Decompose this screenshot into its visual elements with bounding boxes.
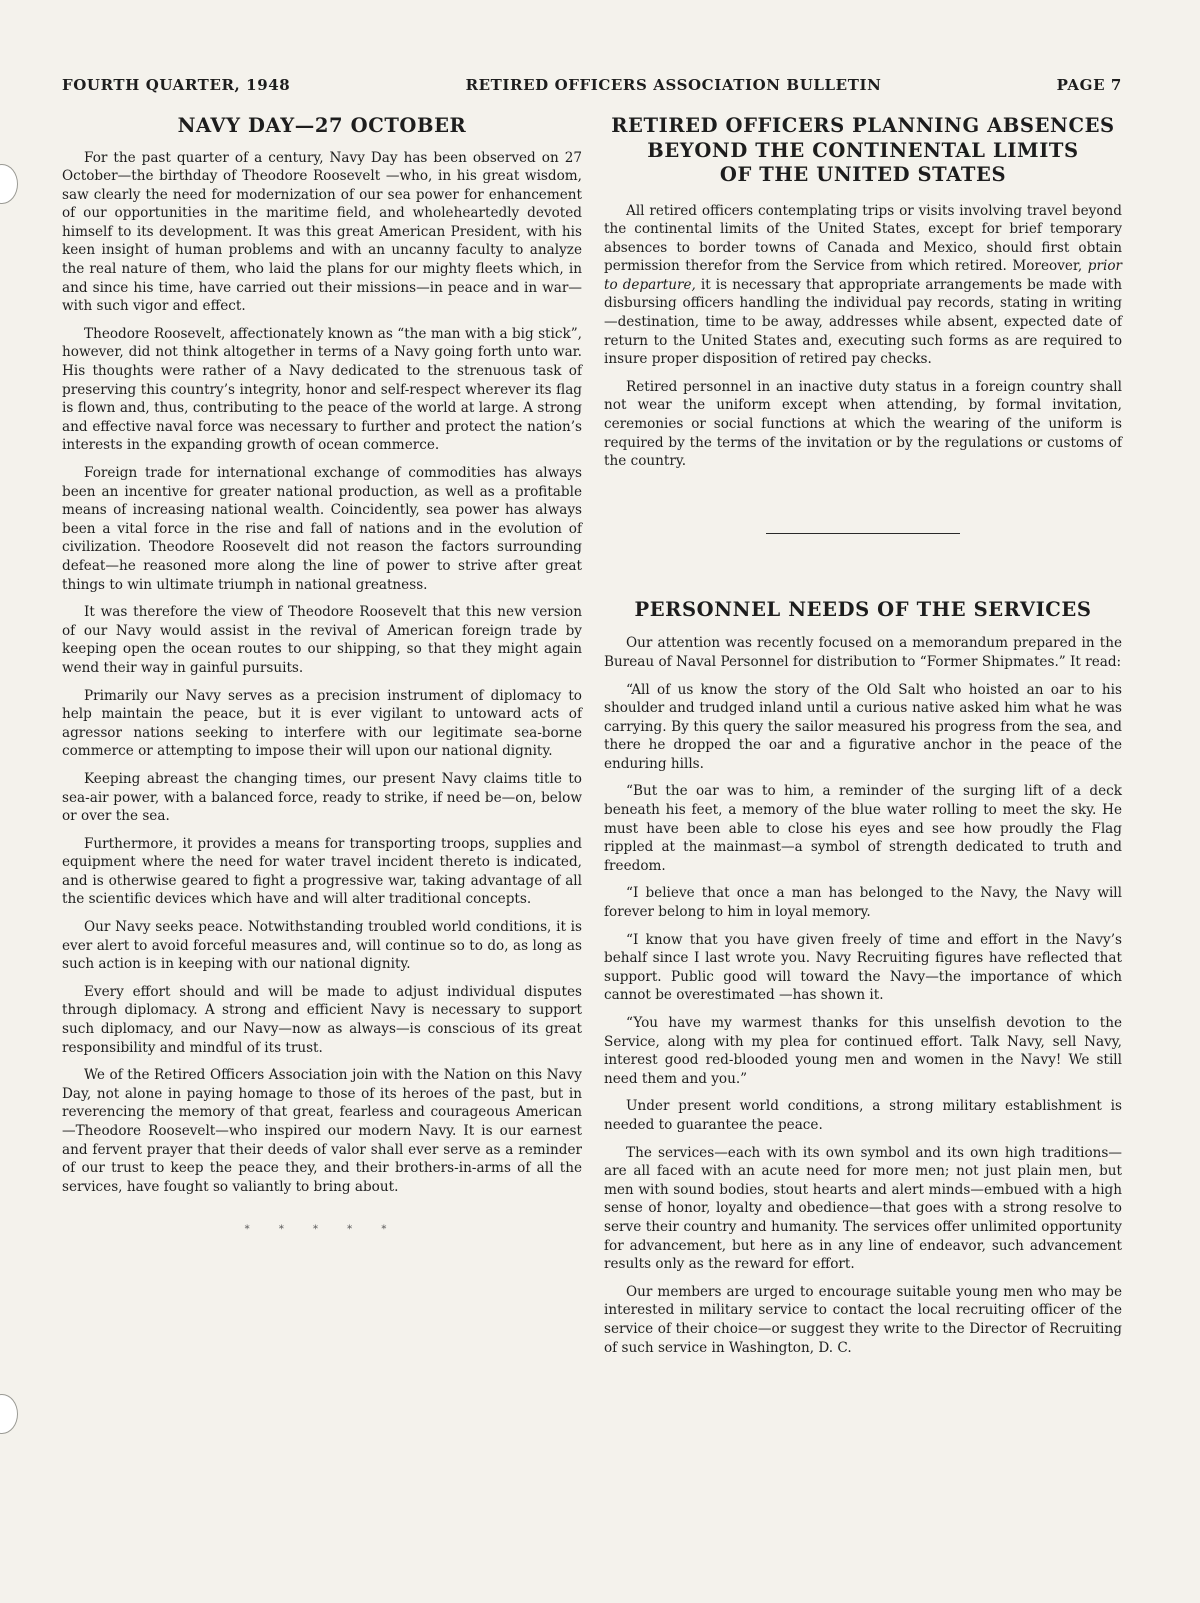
issue-date: FOURTH QUARTER, 1948 bbox=[62, 76, 291, 94]
absences-title-line: RETIRED OFFICERS PLANNING ABSENCES bbox=[611, 114, 1115, 137]
navy-day-paragraph: Theodore Roosevelt, affectionately known as “the man with a big stick”, however, did not think altogether in terms of a Navy going forth unto war. His thoughts were rather of a Navy dedicated to the strenuous task of preserving this country’s integrity, honor and self-respect wherever its flag is flown and, thus, contributing to the peace of the world at large. A strong and effective naval force was necessary to further and protect the nation’s interests in the expanding growth of ocean commerce. bbox=[62, 325, 582, 454]
right-column bbox=[604, 114, 1122, 1366]
navy-day-paragraph: We of the Retired Officers Association join with the Nation on this Navy Day, not alone in paying homage to those of its heroes of the past, but in reverencing the memory of that great, fearless and courageous American—Theodore Roosevelt—who inspired our modern Navy. It is our earnest and fervent prayer that their deeds of valor shall ever serve as a reminder of our trust to keep the peace they, and their brothers-in-arms of all the services, have fought so valiantly to bring about. bbox=[62, 1067, 582, 1195]
navy-day-paragraph: Foreign trade for international exchange of commodities has always been an incentive for greater national production, as well as a profitable means of increasing national wealth. Coincidently, sea power has always been a vital force in the rise and fall of nations and in the evolution of civilization. Theodore Roosevelt did not reason the factors surrounding defeat—he reasoned more along the line of power to strive after great things to win ultimate triumph in national greatness. bbox=[62, 465, 582, 593]
hole-punch-top bbox=[0, 164, 18, 204]
publication-title: RETIRED OFFICERS ASSOCIATION BULLETIN bbox=[465, 76, 882, 94]
absences-title-line: BEYOND THE CONTINENTAL LIMITS bbox=[647, 138, 1079, 162]
absences-text: it is necessary that appropriate arrangements be made with disbursing officers handling the individual pay records, stating in writing—destination, time to be away, addresses while absent, expected date of return to the United States and, executing such forms as are required to insure proper disposition of retired pay checks. bbox=[604, 276, 1122, 368]
personnel-paragraph: “I know that you have given freely of time and effort in the Navy’s behalf since I last wrote you. Navy Recruiting figures have reflected that support. Public good will toward the Navy—the importance of which cannot be overestimated —has shown it. bbox=[604, 931, 1122, 1004]
navy-day-paragraph: Furthermore, it provides a means for transporting troops, supplies and equipment where the need for water travel incident thereto is indicated, and is otherwise geared to fight a progressive war, taking advantage of all the scientific devices which have and will alter traditional concepts. bbox=[62, 835, 582, 908]
navy-day-title: NAVY DAY—27 OCTOBER bbox=[177, 114, 467, 137]
page-number: PAGE 7 bbox=[1056, 76, 1122, 94]
navy-day-paragraph: Our Navy seeks peace. Notwithstanding troubled world conditions, it is ever alert to avoid forceful measures and, will continue so to do, as long as such action is in keeping with our national dignity. bbox=[62, 919, 582, 973]
hole-punch-bottom bbox=[0, 1394, 18, 1434]
absences-paragraph: Retired personnel in an inactive duty status in a foreign country shall not wear the uniform except when attending, by formal invitation, ceremonies or social functions at which the wearing of the uniform is required by the terms of the invitation or by the regulations or customs of the country. bbox=[604, 378, 1122, 470]
absences-paragraph bbox=[604, 202, 1122, 369]
personnel-paragraph: “But the oar was to him, a reminder of the surging lift of a deck beneath his feet, a memory of the blue water rolling to meet the sky. He must have been able to close his eyes and see how proudly the Flag rippled at the mainmast—a symbol of strength dedicated to truth and freedom. bbox=[604, 783, 1122, 874]
absences-title-line: OF THE UNITED STATES bbox=[719, 163, 1007, 186]
left-column bbox=[62, 114, 582, 1235]
navy-day-paragraph: Keeping abreast the changing times, our present Navy claims title to sea-air power, with a balanced force, ready to strike, if need be—on, below or over the sea. bbox=[62, 770, 582, 825]
section-divider bbox=[766, 533, 960, 534]
absences-emphasis: prior to departure, bbox=[604, 258, 1122, 293]
personnel-paragraph: The services—each with its own symbol and its own high traditions—are all faced with an acute need for more men; not just plain men, but men with sound bodies, stout hearts and alert minds—embued with a high sense of honor, loyalty and obedience—that goes with a strong resolve to serve their country and humanity. The services offer unlimited opportunity for advancement, but here as in any line of endeavor, such advancement results only as the reward for effort. bbox=[604, 1144, 1122, 1273]
personnel-paragraph: “You have my warmest thanks for this unselfish devotion to the Service, along with my plea for continued effort. Talk Navy, sell Navy, interest good red-blooded young men and women in the Navy! We still need them and you.” bbox=[604, 1015, 1122, 1087]
navy-day-paragraph: Every effort should and will be made to adjust individual disputes through diplomacy. A strong and efficient Navy is necessary to support such diplomacy, and our Navy—now as always—is conscious of its great responsibility and mindful of its trust. bbox=[62, 983, 582, 1056]
personnel-paragraph: “All of us know the story of the Old Salt who hoisted an oar to his shoulder and trudged inland until a curious native asked him what he was carrying. By this query the sailor measured his progress from the sea, and there he dropped the oar and a figurative anchor in the peace of the enduring hills. bbox=[604, 681, 1122, 772]
personnel-needs-title: PERSONNEL NEEDS OF THE SERVICES bbox=[634, 597, 1092, 621]
running-header bbox=[62, 76, 1122, 94]
article-end-mark: * * * * * bbox=[244, 1224, 400, 1236]
personnel-paragraph: Our members are urged to encourage suitable young men who may be interested in military service to contact the local recruiting officer of the service of their choice—or suggest they write to the Director of Recruiting of such service in Washington, D. C. bbox=[604, 1283, 1122, 1356]
navy-day-paragraph: Primarily our Navy serves as a precision instrument of diplomacy to help maintain the peace, but it is ever vigilant to untoward acts of agressor nations seeking to interfere with our legitimate sea-borne commerce or attempting to impose their will upon our national dignity. bbox=[62, 687, 582, 760]
absences-title bbox=[604, 114, 1122, 188]
personnel-paragraph: Under present world conditions, a strong military establishment is needed to guarantee the peace. bbox=[604, 1098, 1122, 1133]
personnel-paragraph: “I believe that once a man has belonged to the Navy, the Navy will forever belong to him in loyal memory. bbox=[604, 885, 1122, 921]
absences-text: All retired officers contemplating trips or visits involving travel beyond the continental limits of the United States, except for brief temporary absences to border towns of Canada and Mexico, should first obtain permission therefor from the Service from which retired. Moreover, bbox=[604, 202, 1122, 275]
navy-day-paragraph: For the past quarter of a century, Navy Day has been observed on 27 October—the birthday of Theodore Roosevelt —who, in his great wisdom, saw clearly the need for modernization of our sea power for enhancement of our opportunities in the maritime field, and wholeheartedly devoted himself to its development. It was this great American President, with his keen insight of human problems and with an uncanny faculty to analyze the real nature of them, who laid the plans for our mighty fleets which, in and since his time, have carried out their missions—in peace and in war—with such vigor and effect. bbox=[62, 149, 582, 315]
navy-day-paragraph: It was therefore the view of Theodore Roosevelt that this new version of our Navy would assist in the revival of American foreign trade by keeping open the ocean routes to our shipping, so that they might again wend their way in gainful pursuits. bbox=[62, 604, 582, 676]
personnel-paragraph: Our attention was recently focused on a memorandum prepared in the Bureau of Naval Personnel for distribution to “Former Shipmates.” It read: bbox=[604, 635, 1122, 670]
